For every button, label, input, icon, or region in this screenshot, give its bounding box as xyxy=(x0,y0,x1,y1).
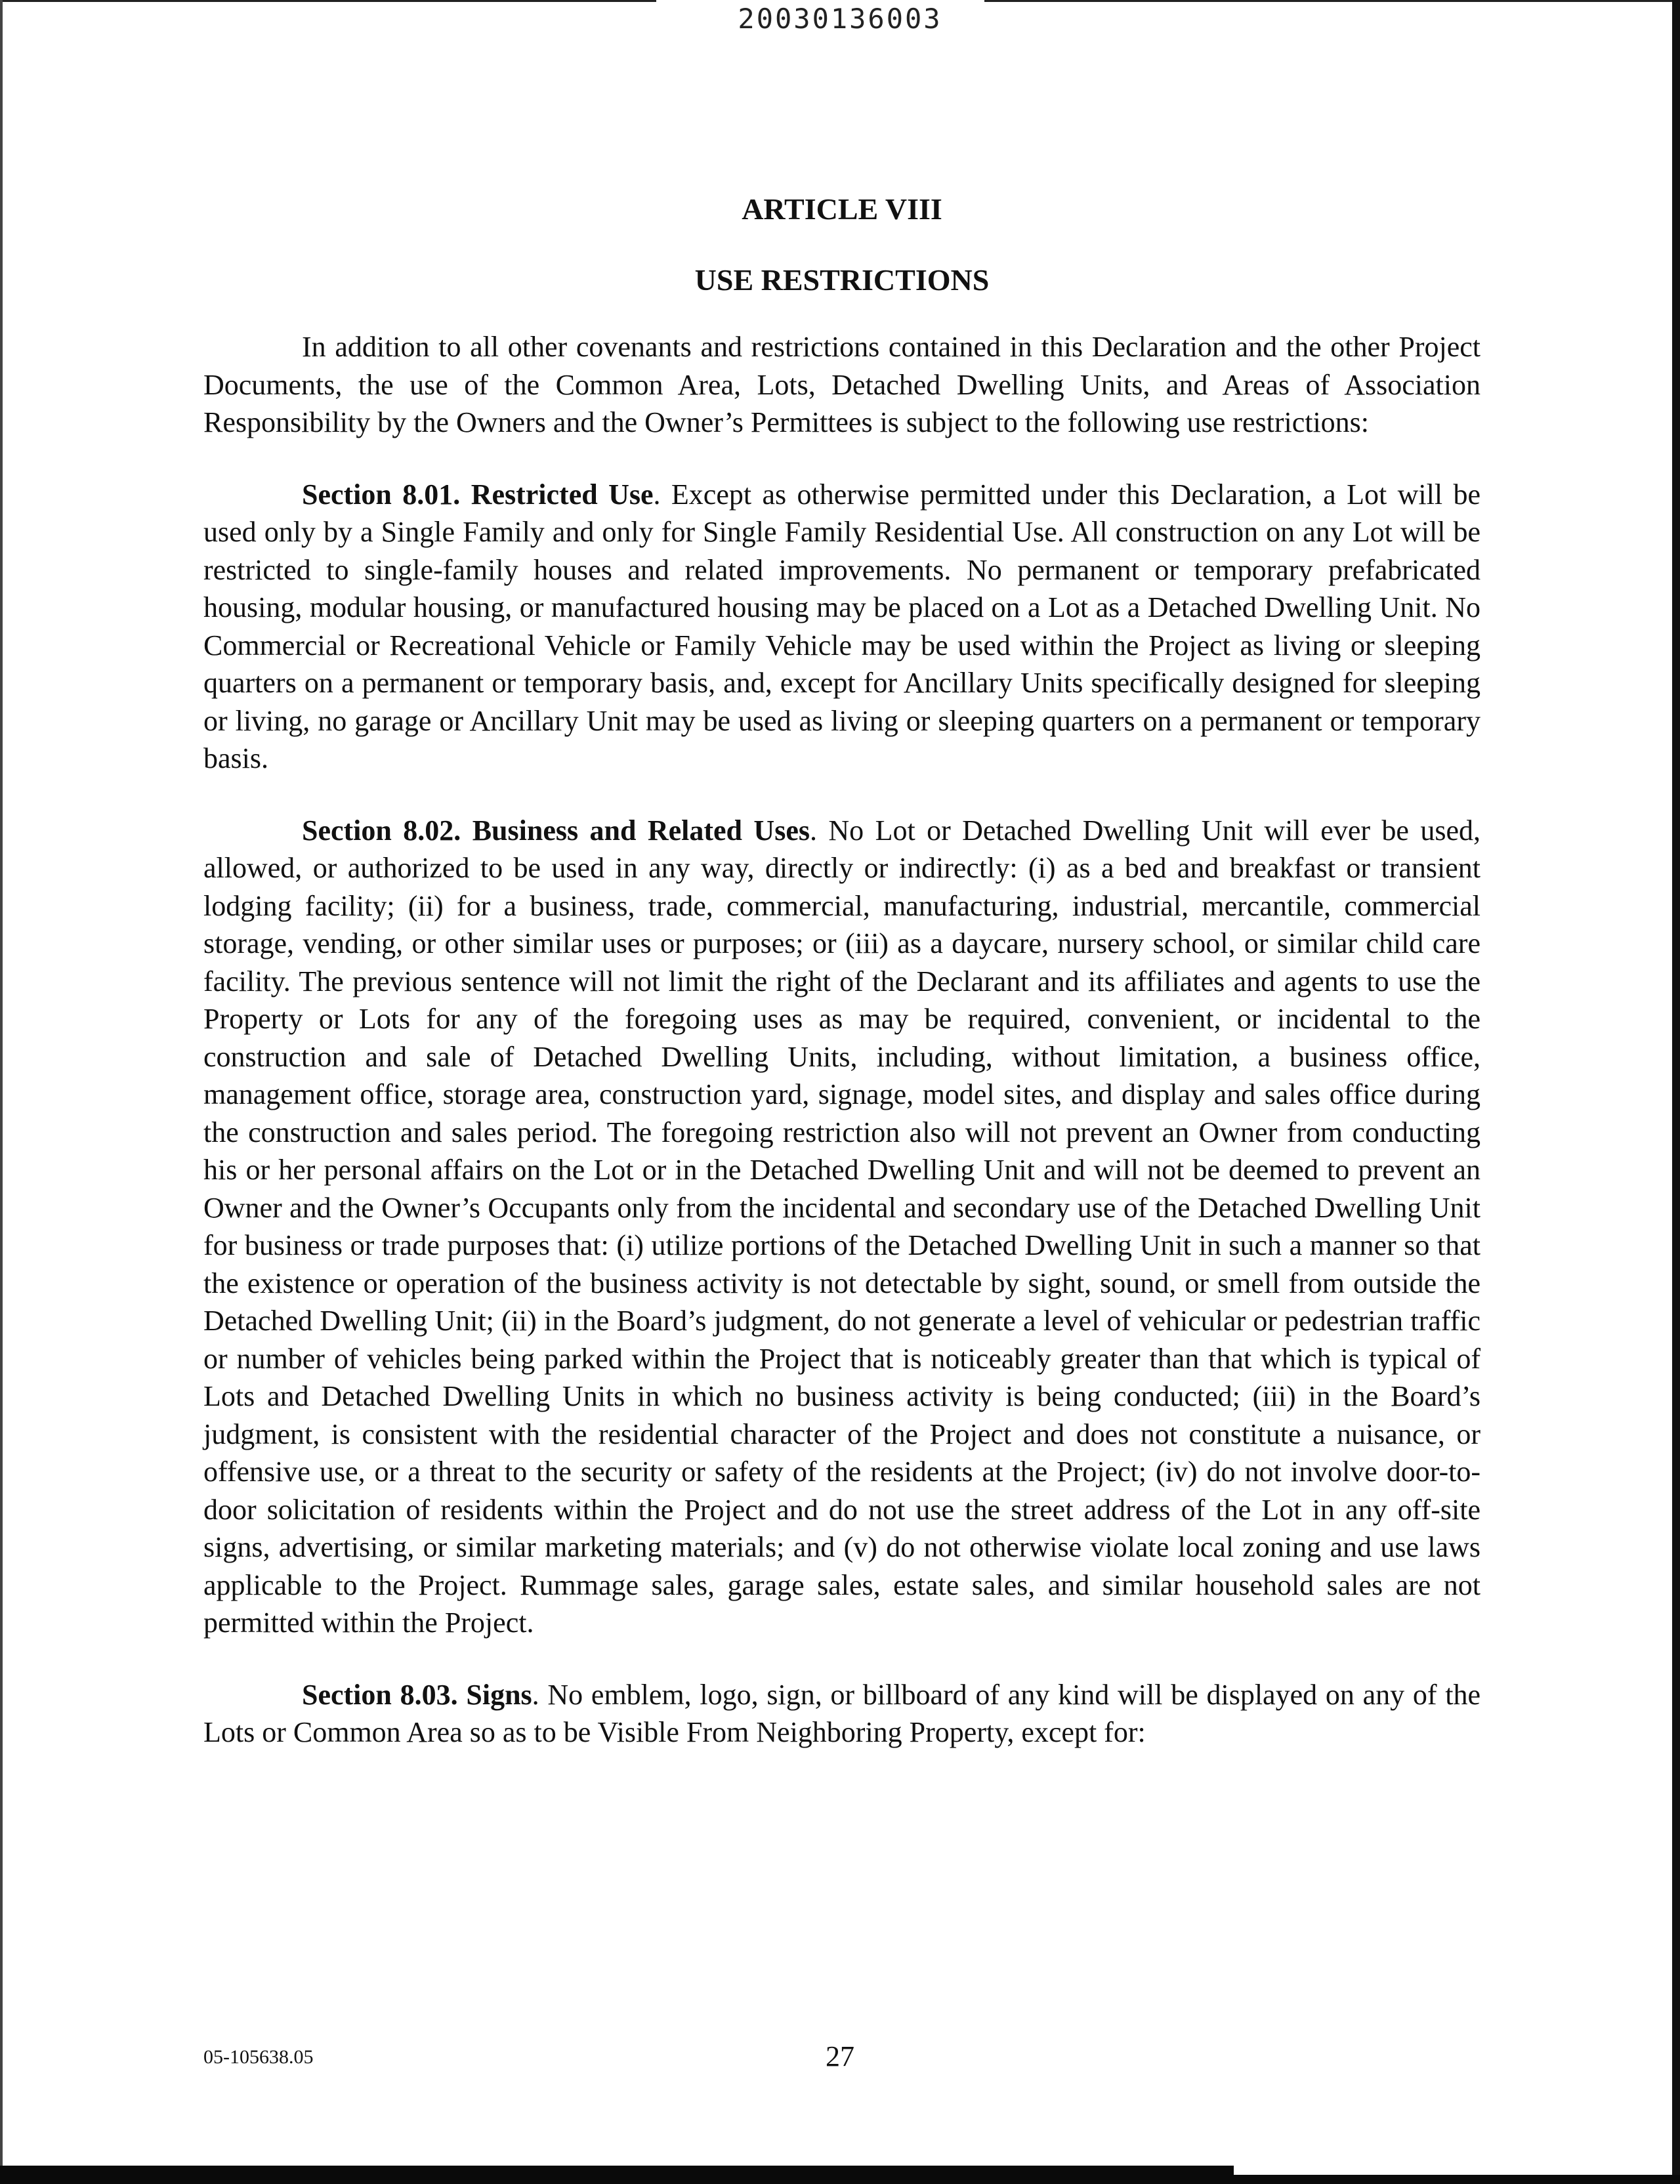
scan-top-border-right xyxy=(984,0,1680,2)
intro-paragraph: In addition to all other covenants and restrictions contained in this Declaration and the other Project Documents, the use of the Common Area, Lots, Detached Dwelling Units, and Areas of Association Responsibility by the Owners and the Owner’s Permittees is subject to the following use restrictions: xyxy=(203,331,1480,438)
section-text: . Except as otherwise permitted under this Declaration, a Lot will be used only by a Single Family and only for Single Family Residential Use. All construction on any Lot will be restricted to single-family houses and related improvements. No permanent or temporary prefabricated housing, modular housing, or manufactured housing may be placed on a Lot as a Detached Dwelling Unit. No Commercial or Recreational Vehicle or Family Vehicle may be used within the Project as living or sleeping quarters on a permanent or temporary basis, and, except for Ancillary Units specifically designed for sleeping or living, no garage or Ancillary Unit may be used as living or sleeping quarters on a permanent or temporary basis. xyxy=(203,478,1480,774)
section-number: Section 8.02. xyxy=(302,814,461,847)
scan-top-border-left xyxy=(0,0,656,2)
section-title: Business and Related Uses xyxy=(472,814,810,847)
section-number: Section 8.03. xyxy=(302,1678,458,1711)
recording-stamp-number: 20030136003 xyxy=(738,3,942,35)
section-8-02 xyxy=(203,812,1480,1642)
section-8-01 xyxy=(203,476,1480,778)
article-heading: ARTICLE VIII xyxy=(742,192,942,226)
article-subheading: USE RESTRICTIONS xyxy=(694,263,990,297)
scan-right-edge xyxy=(1672,0,1680,2184)
scan-bottom-bar xyxy=(0,2166,1234,2184)
section-number: Section 8.01. xyxy=(302,478,461,511)
section-text: . No emblem, logo, sign, or billboard of any kind will be displayed on any of the Lots or Common Area so as to be Visible From Neighboring Property, except for: xyxy=(203,1678,1481,1748)
document-body xyxy=(203,190,1480,1786)
section-8-03 xyxy=(203,1676,1480,1752)
section-text: . No Lot or Detached Dwelling Unit will ever be used, allowed, or authorized to be used in any way, directly or indirectly: (i) as a bed and breakfast or transient lodging facility; (ii) for a business, trade, commercial, manufacturing, industrial, mercantile, commercial storage, vending, or other similar uses or purposes; or (iii) as a daycare, nursery school, or similar child care facility. The previous sentence will not limit the right of the Declarant and its affiliates and agents to use the Property or Lots for any of the foregoing uses as may be required, convenient, or incidental to the construction and sale of Detached Dwelling Units, including, without limitation, a business office, management office, storage area, construction yard, signage, model sites, and display and sales office during the construction and sales period. The foregoing restriction also will not prevent an Owner from conducting his or her personal affairs on the Lot or in the Detached Dwelling Unit and will not be deemed to prevent an Owner and the Owner’s Occupants only from the incidental and secondary use of the Detached Dwelling Unit for business or trade purposes that: (i) utilize portions of the Detached Dwelling Unit in such a manner so that the existence or operation of the business activity is not detectable by sight, sound, or smell from outside the Detached Dwelling Unit; (ii) in the Board’s judgment, do not generate a level of vehicular or pedestrian traffic or number of vehicles being parked within the Project that is noticeably greater than that which is typical of Lots and Detached Dwelling Units in which no business activity is being conducted; (iii) in the Board’s judgment, is consistent with the residential character of the Project and does not constitute a nuisance, or offensive use, or a threat to the security or safety of the residents at the Project; (iv) do not involve door-to-door solicitation of residents within the Project and do not use the street address of the Lot in any off-site signs, advertising, or similar marketing materials; and (v) do not otherwise violate local zoning and use laws applicable to the Project. Rummage sales, garage sales, estate sales, and similar household sales are not permitted within the Project. xyxy=(203,814,1480,1639)
page-number: 27 xyxy=(826,2040,854,2072)
scan-bottom-bar-right xyxy=(1234,2175,1680,2184)
section-title: Restricted Use xyxy=(471,478,654,511)
footer-document-id: 05-105638.05 xyxy=(203,2046,314,2068)
scan-left-edge xyxy=(0,0,3,2184)
section-title: Signs xyxy=(466,1678,532,1711)
